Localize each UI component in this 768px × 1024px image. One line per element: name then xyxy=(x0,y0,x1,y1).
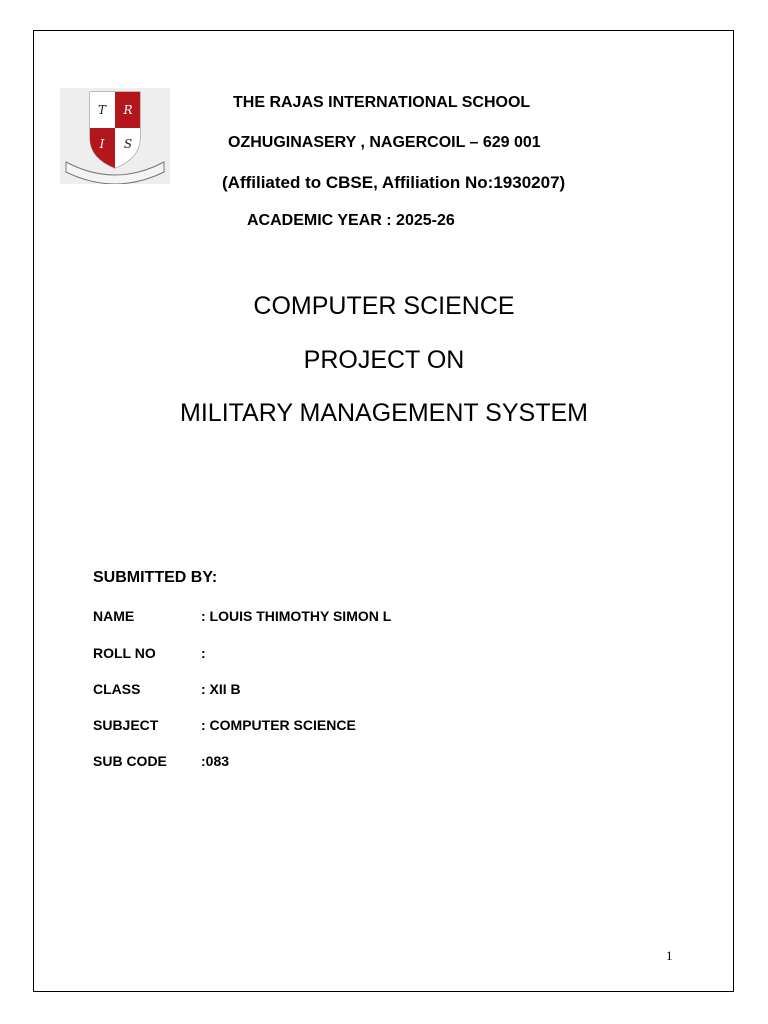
field-subject xyxy=(93,717,356,733)
school-name: THE RAJAS INTERNATIONAL SCHOOL xyxy=(233,94,531,111)
field-value: :083 xyxy=(201,753,230,769)
affiliation-info: (Affiliated to CBSE, Affiliation No:1930207) xyxy=(222,173,566,192)
field-value: : LOUIS THIMOTHY SIMON L xyxy=(201,608,392,624)
field-label: CLASS xyxy=(93,681,141,697)
shield-crest-icon xyxy=(60,88,170,184)
school-logo xyxy=(60,88,170,184)
page-number: 1 xyxy=(666,948,673,963)
title-project-on: PROJECT ON xyxy=(303,346,465,374)
field-class xyxy=(93,681,241,697)
field-name xyxy=(93,608,391,624)
school-address: OZHUGINASERY , NAGERCOIL – 629 001 xyxy=(228,134,541,151)
field-value: : XII B xyxy=(201,681,241,697)
title-subject: COMPUTER SCIENCE xyxy=(253,292,515,320)
academic-year: ACADEMIC YEAR : 2025-26 xyxy=(247,212,455,229)
field-value: : xyxy=(201,645,206,661)
field-roll-no xyxy=(93,645,206,661)
field-label: ROLL NO xyxy=(93,645,156,661)
field-label: NAME xyxy=(93,608,135,624)
field-sub-code xyxy=(93,753,229,769)
field-value: : COMPUTER SCIENCE xyxy=(201,717,356,733)
logo-letter-t: T xyxy=(97,103,107,117)
title-project-name: MILITARY MANAGEMENT SYSTEM xyxy=(180,399,588,427)
submitted-by-heading: SUBMITTED BY: xyxy=(93,569,218,586)
logo-letter-s: S xyxy=(123,137,133,151)
logo-letter-r: R xyxy=(123,103,133,117)
field-label: SUBJECT xyxy=(93,717,159,733)
field-label: SUB CODE xyxy=(93,753,167,769)
logo-letter-i: I xyxy=(99,137,105,151)
